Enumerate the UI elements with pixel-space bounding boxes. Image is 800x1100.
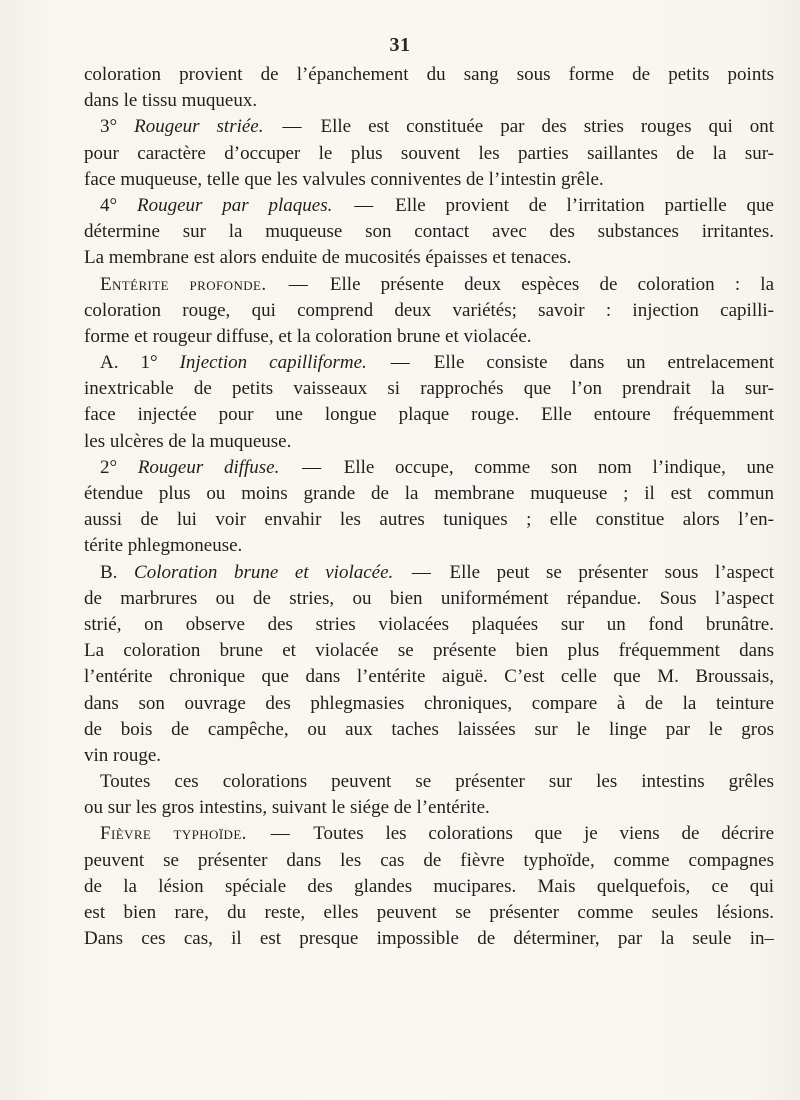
line-text: étendue plus ou moins grande de la membrane muqueuse ; il est commun xyxy=(84,483,774,504)
item-heading: Rougeur diffuse. xyxy=(137,456,280,478)
line-text: Toutes les colorations que je viens de décrire xyxy=(313,823,774,845)
text-line xyxy=(84,612,774,638)
text-line xyxy=(84,533,774,559)
text-line xyxy=(84,691,774,717)
item-heading: Rougeur striée. xyxy=(134,116,264,138)
line-text: face muqueuse, telle que les valvules conniventes de l’intestin grêle. xyxy=(84,168,604,190)
line-text: peuvent se présenter dans les cas de fièvre typhoïde, comme compagnes xyxy=(84,849,774,871)
em-dash: — xyxy=(390,352,410,374)
text-line xyxy=(84,795,774,821)
line-text: est bien rare, du reste, elles peuvent se présenter comme seules lésions. xyxy=(84,902,774,923)
section-heading: Fièvre typhoïde. xyxy=(100,823,247,845)
page-number: 31 xyxy=(389,34,411,56)
line-text: dans le tissu muqueux. xyxy=(84,90,258,112)
line-text: les ulcères de la muqueuse. xyxy=(84,430,292,452)
text-line xyxy=(84,507,774,533)
text-line xyxy=(84,167,774,193)
line-text: coloration rouge, qui comprend deux variétés; savoir : injection capilli- xyxy=(84,299,774,321)
text-line xyxy=(84,743,774,769)
text-line xyxy=(84,219,774,245)
item-heading: Rougeur par plaques. xyxy=(136,194,333,216)
line-text: inextricable de petits vaisseaux si rapprochés que l’on prendrait la sur- xyxy=(84,378,774,400)
text-line xyxy=(84,62,774,88)
line-text: Elle présente deux espèces de coloration : la xyxy=(329,273,774,295)
text-line xyxy=(84,481,774,507)
line-text: vin rouge. xyxy=(84,744,162,766)
line-text: dans son ouvrage des phlegmasies chroniques, compare à de la teinture xyxy=(84,692,774,714)
line-text: coloration provient de l’épanchement du sang sous forme de petits points xyxy=(84,64,774,85)
text-line xyxy=(84,429,774,455)
text-line xyxy=(84,586,774,612)
line-text: strié, on observe des stries violacées plaquées sur un fond brunâtre. xyxy=(84,613,774,635)
section-heading: Entérite profonde. xyxy=(100,273,267,295)
line-text: Elle provient de l’irritation partielle que xyxy=(395,194,774,216)
line-text: Elle est constituée par des stries rouges qui ont xyxy=(320,116,774,138)
text-line xyxy=(84,926,774,952)
text-line xyxy=(84,638,774,664)
item-number: 2° xyxy=(100,456,118,478)
line-text: ou sur les gros intestins, suivant le siége de l’entérite. xyxy=(84,797,490,819)
line-text: pour caractère d’occuper le plus souvent les parties saillantes de la sur- xyxy=(84,142,774,164)
item-number: B. xyxy=(100,561,118,583)
text-line xyxy=(84,769,774,795)
text-line xyxy=(84,717,774,743)
text-line xyxy=(84,324,774,350)
text-line xyxy=(84,848,774,874)
text-line xyxy=(84,821,774,847)
line-text: Dans ces cas, il est presque impossible de déterminer, par la seule in– xyxy=(84,928,774,950)
text-line xyxy=(84,455,774,481)
line-text: de la lésion spéciale des glandes mucipares. Mais quelquefois, ce qui xyxy=(84,875,774,897)
em-dash: — xyxy=(288,273,308,295)
em-dash: — xyxy=(302,456,322,478)
item-number: 4° xyxy=(100,194,118,216)
text-line xyxy=(84,376,774,402)
text-line xyxy=(84,88,774,114)
text-line xyxy=(84,402,774,428)
text-line xyxy=(84,664,774,690)
line-text: face injectée pour une longue plaque rouge. Elle entoure fréquemment xyxy=(84,404,774,426)
line-text: La coloration brune et violacée se présente bien plus fréquemment dans xyxy=(84,640,774,662)
line-text: forme et rougeur diffuse, et la coloration brune et violacée. xyxy=(84,325,532,347)
line-text: de marbrures ou de stries, ou bien uniformément répandue. Sous l’aspect xyxy=(84,587,774,609)
item-number: 3° xyxy=(100,116,118,138)
line-text: térite phlegmoneuse. xyxy=(84,535,243,557)
em-dash: — xyxy=(282,116,302,138)
text-line xyxy=(84,298,774,324)
item-number: A. 1° xyxy=(100,352,158,374)
text-line xyxy=(84,141,774,167)
text-line xyxy=(84,272,774,298)
line-text: aussi de lui voir envahir les autres tuniques ; elle constitue alors l’en- xyxy=(84,509,774,531)
text-line xyxy=(84,350,774,376)
text-line xyxy=(84,874,774,900)
text-line xyxy=(84,114,774,140)
line-text: Elle peut se présenter sous l’aspect xyxy=(449,561,774,583)
line-text: La membrane est alors enduite de mucosités épaisses et tenaces. xyxy=(84,247,572,269)
text-line xyxy=(84,560,774,586)
line-text: l’entérite chronique que dans l’entérite aiguë. C’est celle que M. Broussais, xyxy=(84,666,774,688)
text-line xyxy=(84,193,774,219)
item-heading: Injection capilliforme. xyxy=(179,352,367,374)
em-dash: — xyxy=(411,561,431,583)
em-dash: — xyxy=(270,823,290,845)
line-text: détermine sur la muqueuse son contact avec des substances irritantes. xyxy=(84,221,774,243)
line-text: Elle consiste dans un entrelacement xyxy=(433,352,774,374)
text-line xyxy=(84,900,774,926)
text-line xyxy=(84,245,774,271)
line-text: de bois de campêche, ou aux taches laissées sur le linge par le gros xyxy=(84,718,774,740)
line-text: Toutes ces colorations peuvent se présenter sur les intestins grêles xyxy=(100,771,774,793)
item-heading: Coloration brune et violacée. xyxy=(134,561,394,583)
body-text xyxy=(84,62,774,952)
em-dash: — xyxy=(354,194,374,216)
line-text: Elle occupe, comme son nom l’indique, une xyxy=(343,456,774,478)
